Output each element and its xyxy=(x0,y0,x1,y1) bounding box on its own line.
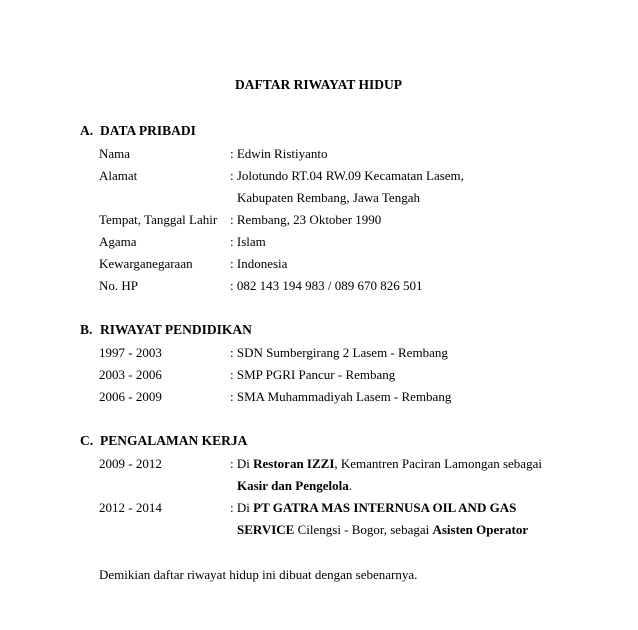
value-job2-role: Asisten Operator xyxy=(432,522,529,537)
value-job1-suffix: , Kemantren Paciran Lamongan sebagai xyxy=(334,456,542,471)
value-no-hp: : 082 143 194 983 / 089 670 826 501 xyxy=(230,278,423,293)
value-smp: : SMP PGRI Pancur - Rembang xyxy=(230,367,396,382)
value-job1-role: Kasir dan Pengelola xyxy=(237,478,349,493)
value-job2 xyxy=(230,501,516,514)
label-sd-years: 1997 - 2003 xyxy=(99,345,162,360)
value-kewarganegaraan: : Indonesia xyxy=(230,256,288,271)
value-alamat: : Jolotundo RT.04 RW.09 Kecamatan Lasem, xyxy=(230,168,464,183)
value-alamat-cont: Kabupaten Rembang, Jawa Tengah xyxy=(237,190,420,205)
value-job2-prefix: : Di xyxy=(230,500,254,515)
value-sd: : SDN Sumbergirang 2 Lasem - Rembang xyxy=(230,345,448,360)
label-job2-years: 2012 - 2014 xyxy=(99,500,162,515)
value-job2-company-cont: SERVICE xyxy=(237,522,295,537)
label-agama: Agama xyxy=(99,234,137,249)
section-b-letter: B. xyxy=(80,322,93,337)
section-b-heading xyxy=(80,323,252,337)
label-nama: Nama xyxy=(99,146,131,161)
value-agama: : Islam xyxy=(230,234,266,249)
section-b-title: RIWAYAT PENDIDIKAN xyxy=(100,322,252,337)
value-job1-cont xyxy=(237,479,352,492)
value-job1 xyxy=(230,457,542,470)
value-job1-company: Restoran IZZI xyxy=(253,456,335,471)
value-ttl: : Rembang, 23 Oktober 1990 xyxy=(230,212,382,227)
section-c-title: PENGALAMAN KERJA xyxy=(100,433,248,448)
value-job2-location: Cilengsi - Bogor, sebagai xyxy=(294,522,433,537)
value-job2-company: PT GATRA MAS INTERNUSA OIL AND GAS xyxy=(253,500,517,515)
section-a-heading xyxy=(80,124,196,138)
label-sma-years: 2006 - 2009 xyxy=(99,389,162,404)
label-alamat: Alamat xyxy=(99,168,138,183)
value-sma: : SMA Muhammadiyah Lasem - Rembang xyxy=(230,389,452,404)
label-smp-years: 2003 - 2006 xyxy=(99,367,162,382)
section-c-letter: C. xyxy=(80,433,94,448)
document-title: DAFTAR RIWAYAT HIDUP xyxy=(235,77,403,92)
value-job2-cont xyxy=(237,523,528,536)
label-no-hp: No. HP xyxy=(99,278,139,293)
label-job1-years: 2009 - 2012 xyxy=(99,456,162,471)
section-c-heading xyxy=(80,434,247,448)
label-kewarganegaraan: Kewarganegaraan xyxy=(99,256,193,271)
label-ttl: Tempat, Tanggal Lahir xyxy=(99,212,218,227)
value-nama: : Edwin Ristiyanto xyxy=(230,146,328,161)
value-job1-prefix: : Di xyxy=(230,456,254,471)
section-a-letter: A. xyxy=(80,123,94,138)
closing-statement: Demikian daftar riwayat hidup ini dibuat dengan sebenarnya. xyxy=(99,567,418,582)
value-job1-cont-suffix: . xyxy=(348,478,352,493)
section-a-title: DATA PRIBADI xyxy=(100,123,196,138)
